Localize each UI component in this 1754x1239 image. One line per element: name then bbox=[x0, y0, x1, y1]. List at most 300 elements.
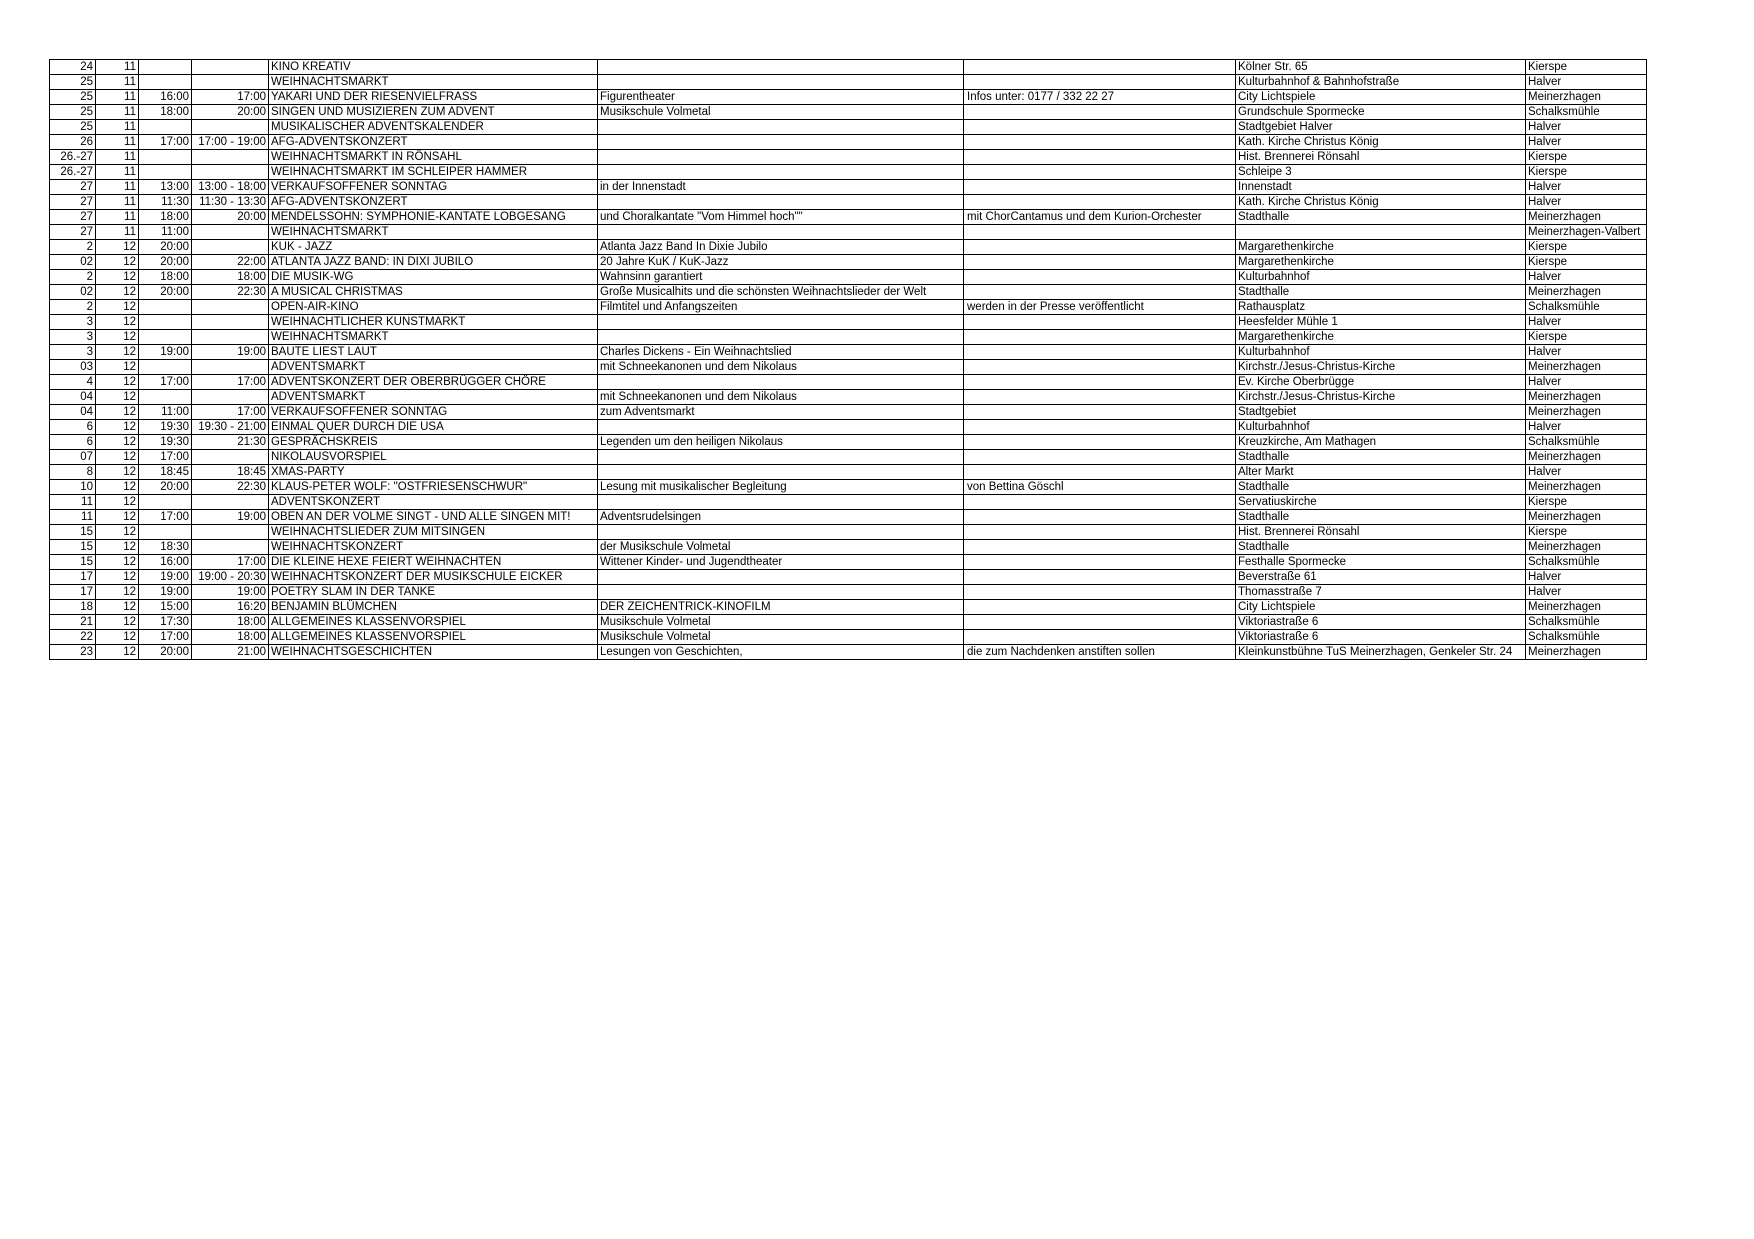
end-time-cell: 17:00 bbox=[192, 375, 269, 390]
description-cell: Musikschule Volmetal bbox=[598, 615, 964, 630]
start-time-cell: 19:00 bbox=[139, 585, 192, 600]
info-cell bbox=[964, 405, 1236, 420]
end-time-cell bbox=[192, 390, 269, 405]
description-cell bbox=[598, 195, 964, 210]
venue-cell: Stadtgebiet Halver bbox=[1236, 120, 1526, 135]
description-cell bbox=[598, 150, 964, 165]
table-row bbox=[50, 390, 1647, 405]
description-cell: mit Schneekanonen und dem Nikolaus bbox=[598, 390, 964, 405]
month-cell: 11 bbox=[96, 105, 139, 120]
event-title-cell: ADVENTSKONZERT DER OBERBRÜGGER CHÖRE bbox=[269, 375, 598, 390]
day-cell: 27 bbox=[50, 225, 96, 240]
info-cell bbox=[964, 240, 1236, 255]
table-row bbox=[50, 540, 1647, 555]
venue-cell: Hist. Brennerei Rönsahl bbox=[1236, 150, 1526, 165]
month-cell: 12 bbox=[96, 375, 139, 390]
venue-cell: Kulturbahnhof bbox=[1236, 420, 1526, 435]
month-cell: 11 bbox=[96, 180, 139, 195]
end-time-cell: 22:30 bbox=[192, 480, 269, 495]
event-title-cell: AFG-ADVENTSKONZERT bbox=[269, 135, 598, 150]
table-row bbox=[50, 255, 1647, 270]
day-cell: 11 bbox=[50, 510, 96, 525]
town-cell: Halver bbox=[1526, 75, 1647, 90]
start-time-cell: 18:00 bbox=[139, 105, 192, 120]
event-title-cell: WEIHNACHTSKONZERT bbox=[269, 540, 598, 555]
info-cell bbox=[964, 285, 1236, 300]
info-cell bbox=[964, 225, 1236, 240]
description-cell bbox=[598, 375, 964, 390]
town-cell: Halver bbox=[1526, 420, 1647, 435]
event-title-cell: DIE KLEINE HEXE FEIERT WEIHNACHTEN bbox=[269, 555, 598, 570]
end-time-cell: 19:00 bbox=[192, 585, 269, 600]
table-row bbox=[50, 180, 1647, 195]
info-cell bbox=[964, 450, 1236, 465]
town-cell: Halver bbox=[1526, 270, 1647, 285]
description-cell: Musikschule Volmetal bbox=[598, 105, 964, 120]
event-title-cell: WEIHNACHTSMARKT IM SCHLEIPER HAMMER bbox=[269, 165, 598, 180]
venue-cell: Stadtgebiet bbox=[1236, 405, 1526, 420]
town-cell: Kierspe bbox=[1526, 240, 1647, 255]
town-cell: Meinerzhagen bbox=[1526, 540, 1647, 555]
month-cell: 12 bbox=[96, 495, 139, 510]
month-cell: 11 bbox=[96, 60, 139, 75]
end-time-cell: 21:30 bbox=[192, 435, 269, 450]
venue-cell: Kath. Kirche Christus König bbox=[1236, 135, 1526, 150]
info-cell bbox=[964, 180, 1236, 195]
info-cell bbox=[964, 600, 1236, 615]
start-time-cell bbox=[139, 315, 192, 330]
end-time-cell bbox=[192, 240, 269, 255]
event-title-cell: OPEN-AIR-KINO bbox=[269, 300, 598, 315]
end-time-cell: 20:00 bbox=[192, 210, 269, 225]
end-time-cell bbox=[192, 165, 269, 180]
day-cell: 15 bbox=[50, 540, 96, 555]
description-cell: mit Schneekanonen und dem Nikolaus bbox=[598, 360, 964, 375]
end-time-cell bbox=[192, 330, 269, 345]
description-cell: Lesungen von Geschichten, bbox=[598, 645, 964, 660]
day-cell: 03 bbox=[50, 360, 96, 375]
day-cell: 07 bbox=[50, 450, 96, 465]
end-time-cell bbox=[192, 120, 269, 135]
venue-cell: Hist. Brennerei Rönsahl bbox=[1236, 525, 1526, 540]
info-cell bbox=[964, 495, 1236, 510]
description-cell: zum Adventsmarkt bbox=[598, 405, 964, 420]
end-time-cell: 20:00 bbox=[192, 105, 269, 120]
table-row bbox=[50, 465, 1647, 480]
table-row bbox=[50, 525, 1647, 540]
start-time-cell: 17:00 bbox=[139, 510, 192, 525]
town-cell: Meinerzhagen bbox=[1526, 405, 1647, 420]
info-cell bbox=[964, 585, 1236, 600]
end-time-cell bbox=[192, 525, 269, 540]
end-time-cell: 11:30 - 13:30 bbox=[192, 195, 269, 210]
town-cell: Kierspe bbox=[1526, 150, 1647, 165]
description-cell: Adventsrudelsingen bbox=[598, 510, 964, 525]
venue-cell: Stadthalle bbox=[1236, 510, 1526, 525]
info-cell bbox=[964, 525, 1236, 540]
end-time-cell: 17:00 - 19:00 bbox=[192, 135, 269, 150]
table-row bbox=[50, 195, 1647, 210]
table-row bbox=[50, 405, 1647, 420]
month-cell: 12 bbox=[96, 315, 139, 330]
description-cell bbox=[598, 525, 964, 540]
day-cell: 25 bbox=[50, 120, 96, 135]
town-cell: Schalksmühle bbox=[1526, 630, 1647, 645]
month-cell: 12 bbox=[96, 330, 139, 345]
info-cell: werden in der Presse veröffentlicht bbox=[964, 300, 1236, 315]
info-cell bbox=[964, 135, 1236, 150]
end-time-cell bbox=[192, 315, 269, 330]
venue-cell bbox=[1236, 225, 1526, 240]
venue-cell: Viktoriastraße 6 bbox=[1236, 615, 1526, 630]
month-cell: 12 bbox=[96, 240, 139, 255]
table-row bbox=[50, 150, 1647, 165]
start-time-cell bbox=[139, 360, 192, 375]
event-title-cell: OBEN AN DER VOLME SINGT - UND ALLE SINGEN MIT! bbox=[269, 510, 598, 525]
end-time-cell: 19:30 - 21:00 bbox=[192, 420, 269, 435]
venue-cell: Kleinkunstbühne TuS Meinerzhagen, Genkeler Str. 24 bbox=[1236, 645, 1526, 660]
venue-cell: Stadthalle bbox=[1236, 480, 1526, 495]
info-cell bbox=[964, 345, 1236, 360]
day-cell: 10 bbox=[50, 480, 96, 495]
town-cell: Meinerzhagen bbox=[1526, 210, 1647, 225]
day-cell: 26 bbox=[50, 135, 96, 150]
start-time-cell: 11:00 bbox=[139, 405, 192, 420]
end-time-cell: 19:00 bbox=[192, 345, 269, 360]
month-cell: 12 bbox=[96, 465, 139, 480]
event-title-cell: VERKAUFSOFFENER SONNTAG bbox=[269, 180, 598, 195]
start-time-cell: 18:45 bbox=[139, 465, 192, 480]
month-cell: 12 bbox=[96, 615, 139, 630]
event-title-cell: DIE MUSIK-WG bbox=[269, 270, 598, 285]
event-title-cell: WEIHNACHTSMARKT bbox=[269, 225, 598, 240]
month-cell: 12 bbox=[96, 540, 139, 555]
venue-cell: Margarethenkirche bbox=[1236, 240, 1526, 255]
month-cell: 12 bbox=[96, 480, 139, 495]
town-cell: Schalksmühle bbox=[1526, 435, 1647, 450]
event-title-cell: BENJAMIN BLÜMCHEN bbox=[269, 600, 598, 615]
day-cell: 24 bbox=[50, 60, 96, 75]
end-time-cell: 22:30 bbox=[192, 285, 269, 300]
table-row bbox=[50, 450, 1647, 465]
month-cell: 12 bbox=[96, 555, 139, 570]
event-title-cell: EINMAL QUER DURCH DIE USA bbox=[269, 420, 598, 435]
town-cell: Schalksmühle bbox=[1526, 555, 1647, 570]
venue-cell: Ev. Kirche Oberbrügge bbox=[1236, 375, 1526, 390]
venue-cell: Grundschule Spormecke bbox=[1236, 105, 1526, 120]
description-cell: Große Musicalhits und die schönsten Weihnachtslieder der Welt bbox=[598, 285, 964, 300]
info-cell bbox=[964, 390, 1236, 405]
event-title-cell: BAUTE LIEST LAUT bbox=[269, 345, 598, 360]
town-cell: Kierspe bbox=[1526, 165, 1647, 180]
month-cell: 12 bbox=[96, 525, 139, 540]
description-cell: Atlanta Jazz Band In Dixie Jubilo bbox=[598, 240, 964, 255]
day-cell: 6 bbox=[50, 420, 96, 435]
start-time-cell bbox=[139, 120, 192, 135]
table-row bbox=[50, 300, 1647, 315]
table-row bbox=[50, 360, 1647, 375]
description-cell: Filmtitel und Anfangszeiten bbox=[598, 300, 964, 315]
venue-cell: Stadthalle bbox=[1236, 540, 1526, 555]
town-cell: Schalksmühle bbox=[1526, 615, 1647, 630]
description-cell bbox=[598, 585, 964, 600]
info-cell bbox=[964, 60, 1236, 75]
venue-cell: Kreuzkirche, Am Mathagen bbox=[1236, 435, 1526, 450]
venue-cell: Stadthalle bbox=[1236, 210, 1526, 225]
start-time-cell: 19:30 bbox=[139, 420, 192, 435]
end-time-cell bbox=[192, 450, 269, 465]
table-row bbox=[50, 90, 1647, 105]
month-cell: 11 bbox=[96, 90, 139, 105]
event-title-cell: KUK - JAZZ bbox=[269, 240, 598, 255]
event-title-cell: GESPRÄCHSKREIS bbox=[269, 435, 598, 450]
town-cell: Kierspe bbox=[1526, 255, 1647, 270]
venue-cell: Margarethenkirche bbox=[1236, 330, 1526, 345]
month-cell: 12 bbox=[96, 360, 139, 375]
month-cell: 12 bbox=[96, 300, 139, 315]
event-title-cell: MENDELSSOHN: SYMPHONIE-KANTATE LOBGESANG bbox=[269, 210, 598, 225]
description-cell bbox=[598, 330, 964, 345]
end-time-cell: 18:00 bbox=[192, 630, 269, 645]
event-title-cell: ALLGEMEINES KLASSENVORSPIEL bbox=[269, 615, 598, 630]
month-cell: 11 bbox=[96, 150, 139, 165]
info-cell bbox=[964, 315, 1236, 330]
info-cell bbox=[964, 270, 1236, 285]
table-row bbox=[50, 375, 1647, 390]
description-cell: Lesung mit musikalischer Begleitung bbox=[598, 480, 964, 495]
day-cell: 15 bbox=[50, 555, 96, 570]
info-cell bbox=[964, 195, 1236, 210]
event-title-cell: KINO KREATIV bbox=[269, 60, 598, 75]
month-cell: 12 bbox=[96, 420, 139, 435]
description-cell bbox=[598, 420, 964, 435]
info-cell: die zum Nachdenken anstiften sollen bbox=[964, 645, 1236, 660]
description-cell bbox=[598, 60, 964, 75]
day-cell: 17 bbox=[50, 570, 96, 585]
start-time-cell: 19:30 bbox=[139, 435, 192, 450]
info-cell bbox=[964, 105, 1236, 120]
start-time-cell bbox=[139, 60, 192, 75]
day-cell: 22 bbox=[50, 630, 96, 645]
table-row bbox=[50, 135, 1647, 150]
end-time-cell: 19:00 - 20:30 bbox=[192, 570, 269, 585]
start-time-cell: 20:00 bbox=[139, 480, 192, 495]
town-cell: Halver bbox=[1526, 375, 1647, 390]
description-cell: der Musikschule Volmetal bbox=[598, 540, 964, 555]
events-table-body bbox=[50, 60, 1647, 660]
end-time-cell bbox=[192, 495, 269, 510]
end-time-cell: 17:00 bbox=[192, 555, 269, 570]
table-row bbox=[50, 315, 1647, 330]
table-row bbox=[50, 420, 1647, 435]
table-row bbox=[50, 285, 1647, 300]
table-row bbox=[50, 225, 1647, 240]
day-cell: 8 bbox=[50, 465, 96, 480]
table-row bbox=[50, 600, 1647, 615]
day-cell: 3 bbox=[50, 345, 96, 360]
town-cell: Meinerzhagen bbox=[1526, 390, 1647, 405]
day-cell: 26.-27 bbox=[50, 165, 96, 180]
town-cell: Meinerzhagen-Valbert bbox=[1526, 225, 1647, 240]
town-cell: Halver bbox=[1526, 180, 1647, 195]
day-cell: 11 bbox=[50, 495, 96, 510]
month-cell: 12 bbox=[96, 345, 139, 360]
info-cell bbox=[964, 360, 1236, 375]
start-time-cell: 11:00 bbox=[139, 225, 192, 240]
day-cell: 25 bbox=[50, 105, 96, 120]
venue-cell: Margarethenkirche bbox=[1236, 255, 1526, 270]
day-cell: 2 bbox=[50, 240, 96, 255]
month-cell: 12 bbox=[96, 405, 139, 420]
info-cell bbox=[964, 465, 1236, 480]
event-title-cell: ALLGEMEINES KLASSENVORSPIEL bbox=[269, 630, 598, 645]
venue-cell: Heesfelder Mühle 1 bbox=[1236, 315, 1526, 330]
town-cell: Meinerzhagen bbox=[1526, 510, 1647, 525]
end-time-cell: 18:00 bbox=[192, 615, 269, 630]
start-time-cell: 19:00 bbox=[139, 345, 192, 360]
month-cell: 12 bbox=[96, 510, 139, 525]
table-row bbox=[50, 120, 1647, 135]
event-title-cell: WEIHNACHTSMARKT bbox=[269, 75, 598, 90]
town-cell: Schalksmühle bbox=[1526, 300, 1647, 315]
start-time-cell bbox=[139, 300, 192, 315]
event-title-cell: WEIHNACHTSMARKT bbox=[269, 330, 598, 345]
events-table bbox=[49, 59, 1647, 660]
start-time-cell: 11:30 bbox=[139, 195, 192, 210]
info-cell bbox=[964, 120, 1236, 135]
venue-cell: Kulturbahnhof bbox=[1236, 345, 1526, 360]
venue-cell: Kölner Str. 65 bbox=[1236, 60, 1526, 75]
venue-cell: Innenstadt bbox=[1236, 180, 1526, 195]
description-cell bbox=[598, 165, 964, 180]
day-cell: 27 bbox=[50, 180, 96, 195]
town-cell: Kierspe bbox=[1526, 330, 1647, 345]
town-cell: Kierspe bbox=[1526, 495, 1647, 510]
day-cell: 04 bbox=[50, 405, 96, 420]
day-cell: 27 bbox=[50, 195, 96, 210]
info-cell bbox=[964, 615, 1236, 630]
start-time-cell bbox=[139, 330, 192, 345]
month-cell: 12 bbox=[96, 270, 139, 285]
info-cell bbox=[964, 555, 1236, 570]
venue-cell: City Lichtspiele bbox=[1236, 90, 1526, 105]
day-cell: 2 bbox=[50, 300, 96, 315]
town-cell: Halver bbox=[1526, 345, 1647, 360]
month-cell: 12 bbox=[96, 600, 139, 615]
description-cell bbox=[598, 135, 964, 150]
day-cell: 02 bbox=[50, 255, 96, 270]
event-title-cell: KLAUS-PETER WOLF: "OSTFRIESENSCHWUR" bbox=[269, 480, 598, 495]
table-row bbox=[50, 75, 1647, 90]
town-cell: Halver bbox=[1526, 585, 1647, 600]
table-row bbox=[50, 210, 1647, 225]
venue-cell: Servatiuskirche bbox=[1236, 495, 1526, 510]
day-cell: 15 bbox=[50, 525, 96, 540]
event-title-cell: ADVENTSKONZERT bbox=[269, 495, 598, 510]
info-cell bbox=[964, 375, 1236, 390]
event-title-cell: YAKARI UND DER RIESENVIELFRASS bbox=[269, 90, 598, 105]
month-cell: 12 bbox=[96, 390, 139, 405]
event-title-cell: WEIHNACHTSMARKT IN RÖNSAHL bbox=[269, 150, 598, 165]
start-time-cell: 17:00 bbox=[139, 630, 192, 645]
month-cell: 11 bbox=[96, 75, 139, 90]
table-row bbox=[50, 240, 1647, 255]
info-cell bbox=[964, 330, 1236, 345]
venue-cell: Kirchstr./Jesus-Christus-Kirche bbox=[1236, 390, 1526, 405]
table-row bbox=[50, 165, 1647, 180]
event-title-cell: NIKOLAUSVORSPIEL bbox=[269, 450, 598, 465]
end-time-cell: 22:00 bbox=[192, 255, 269, 270]
start-time-cell: 18:00 bbox=[139, 270, 192, 285]
end-time-cell: 13:00 - 18:00 bbox=[192, 180, 269, 195]
start-time-cell: 19:00 bbox=[139, 570, 192, 585]
table-row bbox=[50, 345, 1647, 360]
event-title-cell: ADVENTSMARKT bbox=[269, 390, 598, 405]
end-time-cell bbox=[192, 60, 269, 75]
description-cell: DER ZEICHENTRICK-KINOFILM bbox=[598, 600, 964, 615]
start-time-cell: 20:00 bbox=[139, 645, 192, 660]
day-cell: 17 bbox=[50, 585, 96, 600]
day-cell: 6 bbox=[50, 435, 96, 450]
month-cell: 11 bbox=[96, 225, 139, 240]
event-title-cell: WEIHNACHTSLIEDER ZUM MITSINGEN bbox=[269, 525, 598, 540]
table-row bbox=[50, 645, 1647, 660]
description-cell: Legenden um den heiligen Nikolaus bbox=[598, 435, 964, 450]
end-time-cell bbox=[192, 300, 269, 315]
start-time-cell: 18:00 bbox=[139, 210, 192, 225]
month-cell: 11 bbox=[96, 195, 139, 210]
table-row bbox=[50, 510, 1647, 525]
month-cell: 12 bbox=[96, 450, 139, 465]
table-row bbox=[50, 570, 1647, 585]
table-row bbox=[50, 495, 1647, 510]
town-cell: Kierspe bbox=[1526, 60, 1647, 75]
start-time-cell bbox=[139, 150, 192, 165]
town-cell: Halver bbox=[1526, 120, 1647, 135]
info-cell bbox=[964, 435, 1236, 450]
venue-cell: Kulturbahnhof bbox=[1236, 270, 1526, 285]
venue-cell: Kath. Kirche Christus König bbox=[1236, 195, 1526, 210]
info-cell bbox=[964, 75, 1236, 90]
start-time-cell: 20:00 bbox=[139, 285, 192, 300]
start-time-cell bbox=[139, 75, 192, 90]
venue-cell: Alter Markt bbox=[1236, 465, 1526, 480]
description-cell: Figurentheater bbox=[598, 90, 964, 105]
town-cell: Meinerzhagen bbox=[1526, 360, 1647, 375]
table-row bbox=[50, 435, 1647, 450]
town-cell: Halver bbox=[1526, 315, 1647, 330]
table-row bbox=[50, 330, 1647, 345]
venue-cell: Stadthalle bbox=[1236, 285, 1526, 300]
description-cell bbox=[598, 465, 964, 480]
info-cell bbox=[964, 420, 1236, 435]
info-cell bbox=[964, 540, 1236, 555]
event-title-cell: AFG-ADVENTSKONZERT bbox=[269, 195, 598, 210]
town-cell: Meinerzhagen bbox=[1526, 645, 1647, 660]
day-cell: 27 bbox=[50, 210, 96, 225]
start-time-cell: 17:30 bbox=[139, 615, 192, 630]
info-cell bbox=[964, 165, 1236, 180]
day-cell: 3 bbox=[50, 315, 96, 330]
town-cell: Schalksmühle bbox=[1526, 105, 1647, 120]
description-cell bbox=[598, 450, 964, 465]
end-time-cell: 18:00 bbox=[192, 270, 269, 285]
event-title-cell: WEIHNACHTLICHER KUNSTMARKT bbox=[269, 315, 598, 330]
venue-cell: Rathausplatz bbox=[1236, 300, 1526, 315]
month-cell: 12 bbox=[96, 645, 139, 660]
start-time-cell: 16:00 bbox=[139, 90, 192, 105]
venue-cell: Beverstraße 61 bbox=[1236, 570, 1526, 585]
